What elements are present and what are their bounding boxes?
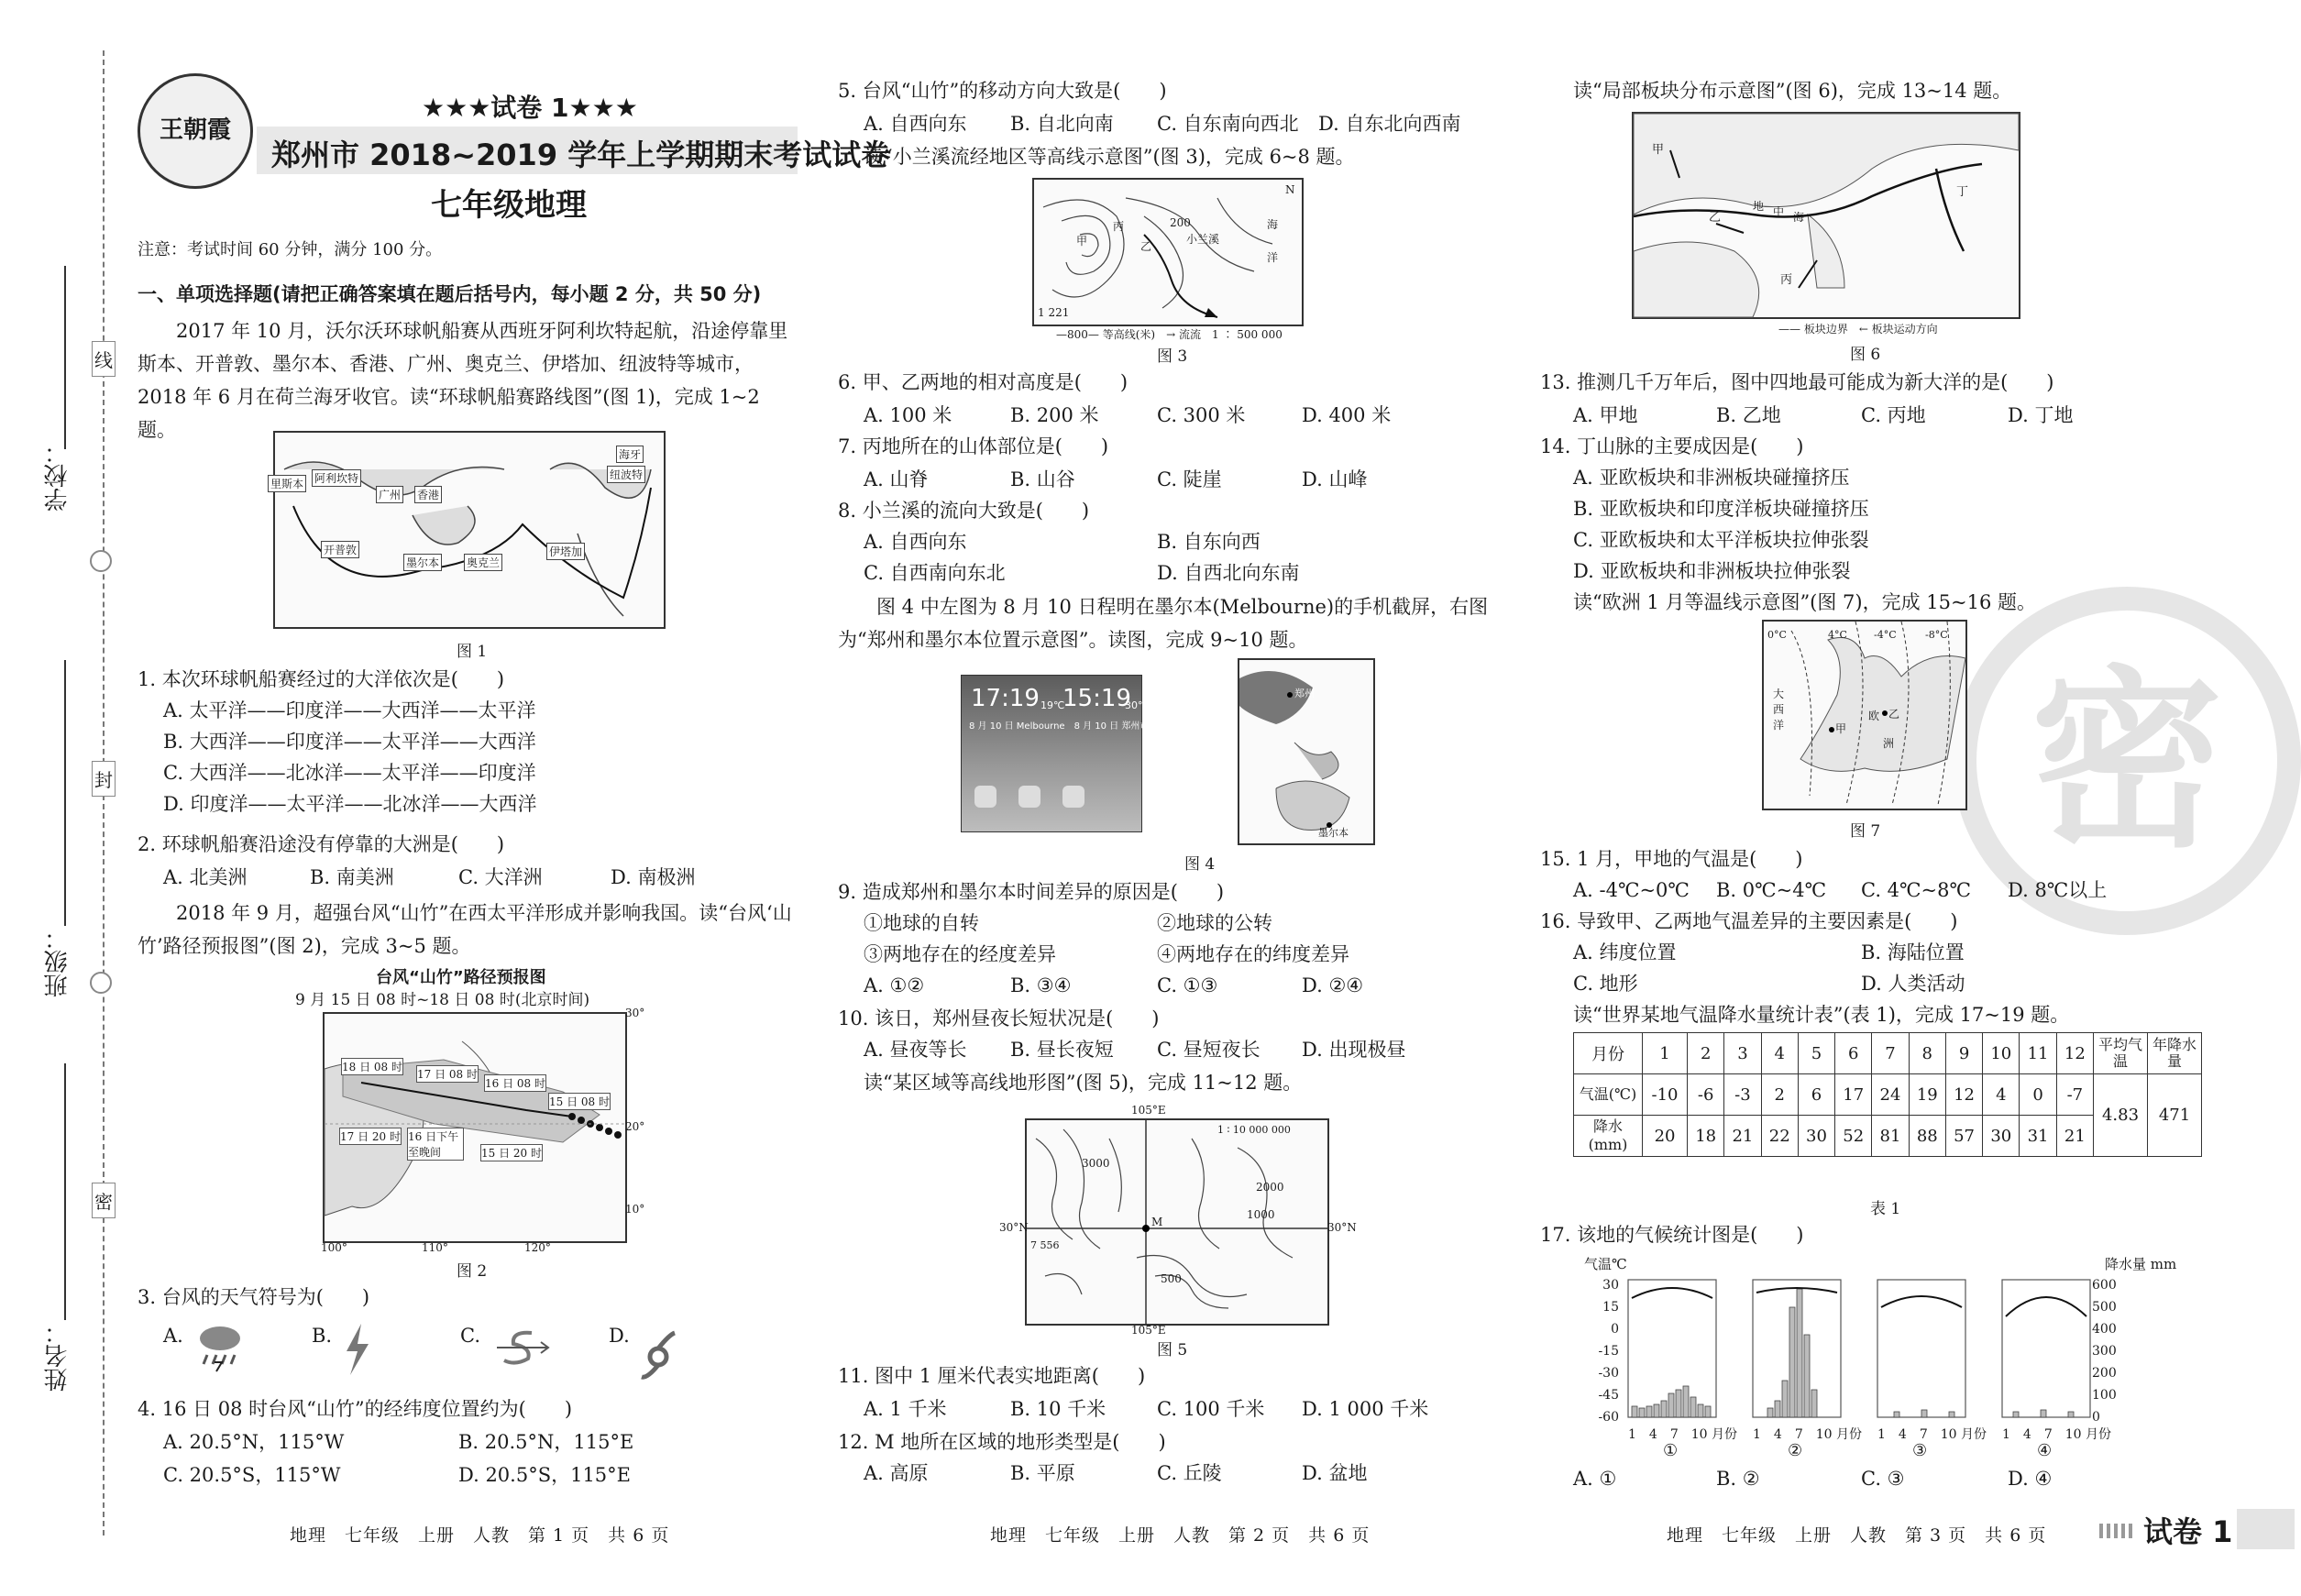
sandstorm-icon [495,1327,550,1371]
contour-svg [1034,180,1302,325]
q4-option-b[interactable]: B. 20.5°N，115°E [458,1431,634,1453]
intro-paragraph-3: 读“小兰溪流经地区等高线示意图”(图 3)，完成 6~8 题。 [864,146,1355,168]
q9-option-c[interactable]: C. ①③ [1157,974,1218,996]
tick: -30 [1598,1366,1619,1381]
table-cell: 19 [1909,1074,1945,1116]
table-cell: -6 [1688,1074,1724,1116]
city-label: 伊塔加 [546,543,585,560]
tick: 600 [2092,1278,2117,1293]
q6-option-a[interactable]: A. 100 米 [864,404,952,426]
play-icon[interactable] [1018,786,1040,808]
sea-label: 地 [1753,200,1765,213]
question-2: 2. 环球帆船赛沿途没有停靠的大洲是( ) [138,833,505,855]
table-cell: 2 [1688,1033,1724,1074]
date-line: 8 月 10 日 Melbourne 8 月 10 日 郑州市 [969,721,1150,732]
question-1: 1. 本次环球帆船赛经过的大洋依次是( ) [138,668,505,690]
q14-option-c[interactable]: C. 亚欧板块和太平洋板块拉伸张裂 [1573,529,1869,551]
chart-month-ticks: 1 4 7 10 月份 [1628,1427,1737,1442]
page-footer-3: 地理 七年级 上册 人教 第 3 页 共 6 页 [1667,1525,2047,1546]
q2-option-b[interactable]: B. 南美洲 [310,866,394,888]
q16-option-a[interactable]: A. 纬度位置 [1573,941,1677,963]
chart-right-ticks [2092,1274,2129,1428]
tick: 0 [1611,1322,1619,1337]
q17-option-b[interactable]: B. ② [1716,1468,1760,1490]
table-cell: 22 [1761,1116,1798,1157]
page-footer-2: 地理 七年级 上册 人教 第 2 页 共 6 页 [990,1525,1371,1546]
table-cell: 52 [1835,1116,1872,1157]
figure-6-plate-map [1632,112,2020,319]
figure-2-caption: 图 2 [457,1262,488,1281]
q8-option-a[interactable]: A. 自西向东 [864,531,967,553]
exam-note: 注意：考试时间 60 分钟，满分 100 分。 [138,240,443,259]
school-line [64,266,66,449]
city-label: 开普敦 [321,541,359,558]
point-label: 甲 [1835,722,1847,735]
figure-3-legend: —800— 等高线(米) → 流流 1 ∶ 500 000 [1056,328,1283,341]
intro-paragraph-2: 2018 年 9 月，超强台风“山竹”在西太平洋形成并影响我国。读“台风‘山竹’路径预报图”(图 2)，完成 3~5 题。 [138,902,792,957]
contour-label: 3000 [1082,1157,1110,1170]
table-cell: 57 [1945,1116,1982,1157]
table-cell: 1 [1643,1033,1688,1074]
question-8: 8. 小兰溪的流向大致是( ) [838,500,1090,522]
topo-svg [1027,1120,1327,1324]
app-icon[interactable] [974,786,996,808]
track-label: 16 日 08 时 [484,1074,546,1092]
q7-option-b[interactable]: B. 山谷 [1010,468,1075,490]
chart-number: ③ [1912,1441,1928,1460]
table-cell: 471 [2148,1074,2202,1157]
contour-label: 500 [1161,1272,1182,1285]
point-label: 丁 [1956,185,1969,199]
q11-option-d[interactable]: D. 1 000 千米 [1302,1398,1429,1420]
isotherm-svg [1764,622,1965,809]
chart-number: ① [1663,1441,1679,1460]
continent-label: 欧 [1868,710,1880,722]
table-cell: 4 [1761,1033,1798,1074]
q1-option-d[interactable]: D. 印度洋——太平洋——北冰洋——大西洋 [163,793,537,815]
question-14: 14. 丁山脉的主要成因是( ) [1540,435,1804,457]
clock-melbourne: 17:19 [971,685,1040,712]
figure-5-topographic-map [1025,1118,1329,1326]
table-cell: 降水(mm) [1574,1116,1643,1157]
q10-option-d[interactable]: D. 出现极昼 [1302,1039,1406,1061]
q5-option-c[interactable]: C. 自东南向西北 [1157,113,1299,135]
logo [138,73,253,189]
track-label: 15 日 08 时 [548,1093,611,1110]
table-1-caption: 表 1 [1870,1200,1901,1218]
lon-label-top: 105°E [1131,1104,1166,1117]
intro-paragraph: 2017 年 10 月，沃尔沃环球帆船赛从西班牙阿利坎特起航，沿途停靠里斯本、开普敦、墨尔本、香港、广州、奥克兰、伊塔加、纽波特等城市，2018 年 6 月在荷兰海牙收官。读“环球帆船赛路线图”(图 1)，完成 1~2 题。 [138,320,788,441]
q13-option-c[interactable]: C. 丙地 [1861,404,1926,426]
q7-option-a[interactable]: A. 山脊 [864,468,929,490]
lon-tick: 110° [422,1241,448,1254]
figure-2-subtitle: 9 月 15 日 08 时~18 日 08 时(北京时间) [295,991,590,1009]
table-cell: 气温(℃) [1574,1074,1643,1116]
intro-paragraph-8: 读“世界某地气温降水量统计表”(表 1)，完成 17~19 题。 [1573,1004,2070,1026]
figure-2-title: 台风“山竹”路径预报图 [376,968,546,987]
q11-option-c[interactable]: C. 100 千米 [1157,1398,1265,1420]
table-cell: -10 [1643,1074,1688,1116]
chart-number: ④ [2037,1441,2053,1460]
q17-option-c[interactable]: C. ③ [1861,1468,1905,1490]
logo-text: 王朝霞 [159,116,231,144]
q10-option-a[interactable]: A. 昼夜等长 [864,1039,967,1061]
chart-month-ticks: 1 4 7 10 月份 [1753,1427,1862,1442]
question-12: 12. M 地所在区域的地形类型是( ) [838,1431,1166,1453]
q9-option-d[interactable]: D. ②④ [1302,974,1364,996]
q13-option-d[interactable]: D. 丁地 [2008,404,2074,426]
point-label: 丙 [1780,273,1793,287]
figure-2-typhoon-map [323,1012,627,1243]
point-label: 甲 [1652,143,1665,157]
q4-option-c[interactable]: C. 20.5°S，115°W [163,1464,341,1486]
temp-zhengzhou: 30℃ [1125,699,1150,711]
q13-option-a[interactable]: A. 甲地 [1573,404,1638,426]
clock-zhengzhou: 15:19 [1062,685,1131,712]
sea-label: 中 [1773,205,1785,218]
q17-option-a[interactable]: A. ① [1573,1468,1617,1490]
corner-tab [2237,1509,2295,1549]
point-label: 丙 [1113,220,1125,233]
sea-label: 洋 [1267,251,1279,264]
climate-data-table [1573,1032,2202,1157]
table-cell: 30 [1798,1116,1834,1157]
figure-6-legend: —— 板块边界 ← 板块运动方向 [1778,323,1938,336]
figure-5-caption: 图 5 [1157,1341,1188,1359]
table-cell: 12 [1945,1074,1982,1116]
q9-item-1: ①地球的自转 [864,912,979,934]
q16-option-d[interactable]: D. 人类活动 [1861,973,1965,995]
question-5: 5. 台风“山竹”的移动方向大致是( ) [838,80,1167,102]
point-label: 乙 [1140,240,1152,253]
lat-tick: 20° [625,1120,645,1133]
ocean-label: 大西洋 [1773,688,1785,732]
q17-option-d[interactable]: D. ④ [2008,1468,2053,1490]
point-label: 甲 [1076,235,1088,248]
lat-label-left: 30°N [999,1221,1029,1234]
table-cell: 20 [1643,1116,1688,1157]
isotherm-label: -8°C [1925,629,1948,641]
question-4: 4. 16 日 08 时台风“山竹”的经纬度位置约为( ) [138,1398,573,1420]
table-header-row [1574,1033,2202,1074]
chart-month-ticks: 1 4 7 10 月份 [2002,1427,2111,1442]
tick: 400 [2092,1322,2117,1337]
q3-option-a[interactable]: A. [163,1325,183,1347]
q6-option-d[interactable]: D. 400 米 [1302,404,1392,426]
line-mark: 线 [92,341,116,377]
table-cell: 10 [1983,1033,2020,1074]
peak-label: 1 221 [1038,306,1070,319]
class-line [64,660,66,926]
lon-label-bottom: 105°E [1131,1324,1166,1337]
q4-option-d[interactable]: D. 20.5°S，115°E [458,1464,631,1486]
contour-label: 1000 [1247,1208,1275,1221]
table-cell: 年降水量 [2148,1033,2202,1074]
q3-option-d[interactable]: D. [609,1325,630,1347]
table-cell: 5 [1798,1033,1834,1074]
lat-tick: 30° [625,1007,645,1019]
table-cell: 12 [2056,1033,2093,1074]
city-label: 阿利坎特 [312,469,361,487]
q15-option-a[interactable]: A. -4℃~0℃ [1573,879,1690,901]
table-cell: 月份 [1574,1033,1643,1074]
paper-number: ★★★试卷 1★★★ [422,93,638,123]
rain-cloud-icon [194,1322,246,1381]
q15-option-b[interactable]: B. 0℃~4℃ [1716,879,1827,901]
secret-mark: 密 [92,1183,116,1218]
hole-icon [90,550,112,572]
q1-option-a[interactable]: A. 太平洋——印度洋——大西洋——太平洋 [163,699,536,721]
q12-option-d[interactable]: D. 盆地 [1302,1462,1368,1484]
tick: -45 [1598,1388,1619,1403]
contour-label: 200 [1170,216,1191,229]
city-label: 纽波特 [607,466,645,483]
q9-option-a[interactable]: A. ①② [864,974,925,996]
city-label: 香港 [414,486,442,503]
isotherm-label: -4°C [1874,629,1897,641]
table-cell: 21 [2056,1116,2093,1157]
question-7: 7. 丙地所在的山体部位是( ) [838,435,1109,457]
q5-option-a[interactable]: A. 自西向东 [864,113,967,135]
north-arrow-icon: N [1285,183,1295,196]
question-6: 6. 甲、乙两地的相对高度是( ) [838,371,1128,393]
tick: 0 [2092,1410,2100,1425]
intro-paragraph-6: 读“局部板块分布示意图”(图 6)，完成 13~14 题。 [1573,80,2012,102]
tick: 15 [1602,1300,1619,1315]
intro-paragraph-7: 读“欧洲 1 月等温线示意图”(图 7)，完成 15~16 题。 [1573,591,2036,613]
question-13: 13. 推测几千万年后，图中四地最可能成为新大洋的是( ) [1540,371,2054,393]
school-label: 学校： [44,440,72,512]
table-cell: -7 [2056,1074,2093,1116]
q3-option-b[interactable]: B. [312,1325,333,1347]
table-cell: 88 [1909,1116,1945,1157]
tick: -15 [1598,1344,1619,1359]
climate-charts-svg [1628,1280,2094,1421]
chart-right-axis-title: 降水量 mm [2105,1256,2177,1272]
track-label: 18 日 08 时 [341,1058,403,1075]
continent-label: 洲 [1883,737,1895,750]
figure-4-caption: 图 4 [1184,855,1216,874]
q8-option-b[interactable]: B. 自东向西 [1157,531,1261,553]
figure-3-contour-map [1032,178,1304,326]
q15-option-d[interactable]: D. 8℃以上 [2008,879,2108,901]
figure-7-caption: 图 7 [1850,822,1881,841]
table-cell: 31 [2020,1116,2056,1157]
question-17: 17. 该地的气候统计图是( ) [1540,1224,1804,1246]
q5-option-b[interactable]: B. 自北向南 [1010,113,1114,135]
table-cell: 6 [1798,1074,1834,1116]
point-label: 乙 [1709,211,1722,225]
city-label: 海牙 [616,446,644,463]
chart-number: ② [1788,1441,1803,1460]
question-10: 10. 该日，郑州昼夜长短状况是( ) [838,1007,1160,1029]
settings-icon[interactable] [1062,786,1084,808]
class-label: 班级： [44,926,72,997]
page-footer-1: 地理 七年级 上册 人教 第 1 页 共 6 页 [290,1525,670,1546]
table-cell: 6 [1835,1033,1872,1074]
q13-option-b[interactable]: B. 乙地 [1716,404,1781,426]
table-cell: 18 [1688,1116,1724,1157]
figure-1-caption: 图 1 [457,643,488,661]
peak-label: 7 556 [1030,1239,1060,1251]
q5-option-d[interactable]: D. 自东北向西南 [1318,113,1461,135]
track-label: 17 日 08 时 [416,1065,479,1083]
q3-option-c[interactable]: C. [460,1325,480,1347]
figure-3-caption: 图 3 [1157,347,1188,366]
name-line [64,1063,66,1320]
q8-option-c[interactable]: C. 自西南向东北 [864,562,1006,584]
intro-paragraph-4: 图 4 中左图为 8 月 10 日程明在墨尔本(Melbourne)的手机截屏，右图为“郑州和墨尔本位置示意图”。读图，完成 9~10 题。 [838,596,1489,651]
figure-6-caption: 图 6 [1850,346,1881,364]
q16-option-b[interactable]: B. 海陆位置 [1861,941,1965,963]
q9-item-3: ③两地存在的经度差异 [864,943,1056,965]
tick: 200 [2092,1366,2117,1381]
city-label: 里斯本 [268,475,306,492]
city-label: 奥克兰 [464,554,502,571]
q12-option-a[interactable]: A. 高原 [864,1462,929,1484]
q10-option-b[interactable]: B. 昼长夜短 [1010,1039,1114,1061]
stream-label: 小兰溪 [1186,233,1220,246]
q7-option-c[interactable]: C. 陡崖 [1157,468,1222,490]
chart-left-ticks [1582,1274,1619,1428]
q16-option-c[interactable]: C. 地形 [1573,973,1638,995]
isotherm-label: 0°C [1767,629,1787,641]
scale-label: 1 ∶ 10 000 000 [1217,1124,1291,1136]
table-cell: 81 [1872,1116,1909,1157]
chart-month-ticks: 1 4 7 10 月份 [1877,1427,1987,1442]
q7-option-d[interactable]: D. 山峰 [1302,468,1368,490]
figure-7-isotherm-map [1762,620,1967,810]
track-label: 15 日 20 时 [480,1144,543,1161]
q12-option-c[interactable]: C. 丘陵 [1157,1462,1222,1484]
lat-tick: 10° [625,1203,645,1216]
city-label: 墨尔本 [403,554,442,571]
hole-icon [90,972,112,994]
intro-paragraph-5: 读“某区域等高线地形图”(图 5)，完成 11~12 题。 [864,1072,1303,1094]
temp-melbourne: 19℃ [1040,699,1065,711]
q1-option-c[interactable]: C. 大西洋——北冰洋——太平洋——印度洋 [163,762,536,784]
lightning-icon [341,1322,374,1381]
section-heading: 一、单项选择题(请把正确答案填在题后括号内，每小题 2 分，共 50 分) [138,283,762,305]
exam-title: 郑州市 2018~2019 学年上学期期末考试试卷 [271,138,891,172]
tick: 30 [1602,1278,1619,1293]
contour-label: 2000 [1256,1181,1284,1194]
chart-left-axis-title: 气温℃ [1584,1256,1627,1272]
table-cell: 3 [1724,1033,1761,1074]
question-11: 11. 图中 1 厘米代表实地距离( ) [838,1365,1146,1387]
q2-option-d[interactable]: D. 南极洲 [611,866,696,888]
q14-option-d[interactable]: D. 亚欧板块和非洲板块拉伸张裂 [1573,560,1851,582]
seal-mark: 封 [92,761,116,797]
typhoon-icon [638,1331,678,1382]
point-m-label: M [1151,1216,1163,1228]
lon-tick: 100° [321,1241,347,1254]
q11-option-a[interactable]: A. 1 千米 [864,1398,947,1420]
sea-label: 海 [1267,218,1279,231]
plate-svg [1634,114,2019,317]
q11-option-b[interactable]: B. 10 千米 [1010,1398,1106,1420]
q15-option-c[interactable]: C. 4℃~8℃ [1861,879,1971,901]
question-16: 16. 导致甲、乙两地气温差异的主要因素是( ) [1540,910,1958,932]
name-label: 姓名： [44,1320,72,1392]
table-cell: 平均气温 [2094,1033,2148,1074]
table-row-temperature [1574,1074,2202,1116]
isotherm-label: 4°C [1828,629,1847,641]
route-map-svg [275,433,664,627]
table-cell: -3 [1724,1074,1761,1116]
tick: -60 [1598,1410,1619,1425]
q2-option-a[interactable]: A. 北美洲 [163,866,248,888]
q9-item-2: ②地球的公转 [1157,912,1272,934]
table-cell: 30 [1983,1116,2020,1157]
secret-seal-watermark [1953,587,2301,935]
table-cell: 2 [1761,1074,1798,1116]
point-label: 乙 [1888,708,1900,721]
q10-option-c[interactable]: C. 昼短夜长 [1157,1039,1261,1061]
table-cell: 4 [1983,1074,2020,1116]
track-label: 17 日 20 时 [339,1128,402,1145]
table-cell: 9 [1945,1033,1982,1074]
q12-option-b[interactable]: B. 平原 [1010,1462,1075,1484]
q9-item-4: ④两地存在的纬度差异 [1157,943,1349,965]
question-3: 3. 台风的天气符号为( ) [138,1286,370,1308]
q4-option-a[interactable]: A. 20.5°N，115°W [163,1431,345,1453]
figure-1-route-map [270,431,666,629]
q6-option-b[interactable]: B. 200 米 [1010,404,1099,426]
table-cell: 8 [1909,1033,1945,1074]
question-9: 9. 造成郑州和墨尔本时间差异的原因是( ) [838,881,1225,903]
table-cell: 7 [1872,1033,1909,1074]
decor-dots [2099,1524,2136,1538]
q6-option-c[interactable]: C. 300 米 [1157,404,1246,426]
q9-option-b[interactable]: B. ③④ [1010,974,1072,996]
question-15: 15. 1 月，甲地的气温是( ) [1540,848,1803,870]
paper-tag: 试卷 1 [2143,1514,2233,1549]
figure-4-location-map [1238,658,1375,845]
tick: 100 [2092,1388,2117,1403]
table-cell: 4.83 [2094,1074,2148,1157]
subject-title: 七年级地理 [431,187,587,224]
q2-option-c[interactable]: C. 大洋洲 [458,866,543,888]
table-cell: 0 [2020,1074,2056,1116]
table-cell: 11 [2020,1033,2056,1074]
q8-option-d[interactable]: D. 自西北向东南 [1157,562,1300,584]
tick: 300 [2092,1344,2117,1359]
place-label: 郑州 [1294,688,1315,699]
track-label: 16 日下午 至晚间 [407,1128,464,1161]
table-cell: 24 [1872,1074,1909,1116]
seal-char: 密 [2030,649,2223,874]
table-cell: 21 [1724,1116,1761,1157]
q14-option-a[interactable]: A. 亚欧板块和非洲板块碰撞挤压 [1573,467,1850,489]
sea-label: 海 [1793,211,1805,224]
lon-tick: 120° [524,1241,551,1254]
q14-option-b[interactable]: B. 亚欧板块和印度洋板块碰撞挤压 [1573,498,1869,520]
city-label: 广州 [376,486,403,503]
q1-option-b[interactable]: B. 大西洋——印度洋——太平洋——大西洋 [163,731,536,753]
table-cell: 17 [1835,1074,1872,1116]
lat-label-right: 30°N [1327,1221,1357,1234]
phone-screenshot [961,675,1150,832]
place-label: 墨尔本 [1318,827,1349,839]
tick: 500 [2092,1300,2117,1315]
